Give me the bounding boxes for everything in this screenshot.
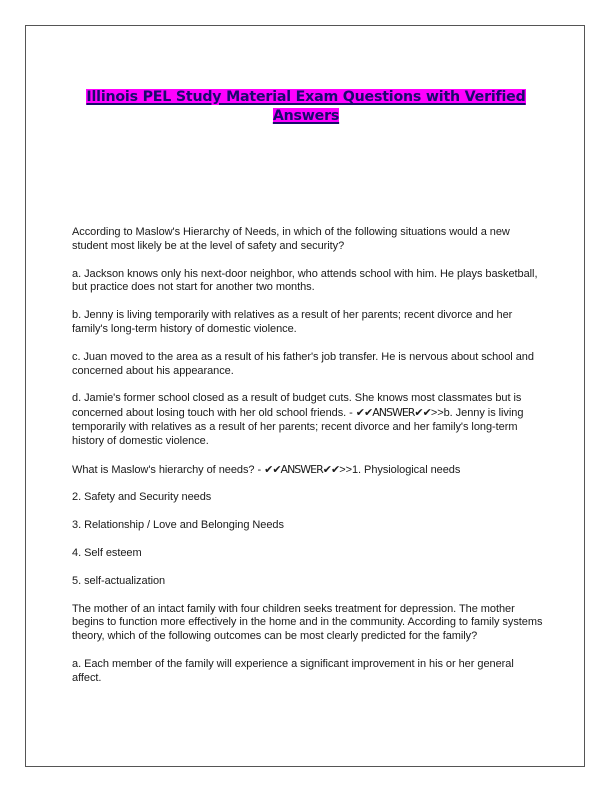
q2-item-4: 4. Self esteem <box>72 546 142 559</box>
q1-option-b: b. Jenny is living temporarily with relatives as a result of her parents; recent divorce and her family's long-term history of domestic violence. <box>72 309 513 335</box>
document-body <box>72 226 544 700</box>
q2-question <box>72 463 544 478</box>
q2-item-3: 3. Relationship / Love and Belonging Needs <box>72 519 284 532</box>
q1-answer-marker: ✔✔ANSWER✔✔ <box>355 406 431 420</box>
q2-question-text: What is Maslow's hierarchy of needs? - <box>72 463 265 476</box>
q1-answer-text: >>b. Jenny is living temporarily with relatives as a result of her parents; recent divorce and her family's long-term history of domestic violence. <box>72 407 524 447</box>
q3-option-a: a. Each member of the family will experience a significant improvement in his or her general affect. <box>72 657 514 684</box>
q1-option-d-text: d. Jamie's former school closed as a result of budget cuts. She knows most classmates but is concerned about losing touch with her old school friends. - <box>72 392 522 420</box>
q1-question: According to Maslow's Hierarchy of Needs, in which of the following situations would a new student most likely be at the level of safety and security? <box>72 226 510 252</box>
q1-option-c: c. Juan moved to the area as a result of his father's job transfer. He is nervous about school and concerned about his appearance. <box>72 350 534 377</box>
q3-question: The mother of an intact family with four children seeks treatment for depression. The mother begins to function more effectively in the home and in the community. According to family systems theory, which of the following outcomes can be most clearly predicted for the family? <box>72 602 543 643</box>
q1-option-d <box>72 392 544 448</box>
title-line-1: Illinois PEL Study Material Exam Questions with Verified <box>86 89 526 105</box>
q1-option-a: a. Jackson knows only his next-door neighbor, who attends school with him. He plays basketball, but practice does not start for another two months. <box>72 267 538 294</box>
q2-answer-marker: ✔✔ANSWER✔✔ <box>264 462 340 476</box>
q2-item-5: 5. self-actualization <box>72 574 166 587</box>
document-title <box>60 88 552 126</box>
q2-item-2: 2. Safety and Security needs <box>72 491 212 504</box>
title-line-2: Answers <box>272 108 340 124</box>
q2-answer-text: >>1. Physiological needs <box>339 463 461 476</box>
